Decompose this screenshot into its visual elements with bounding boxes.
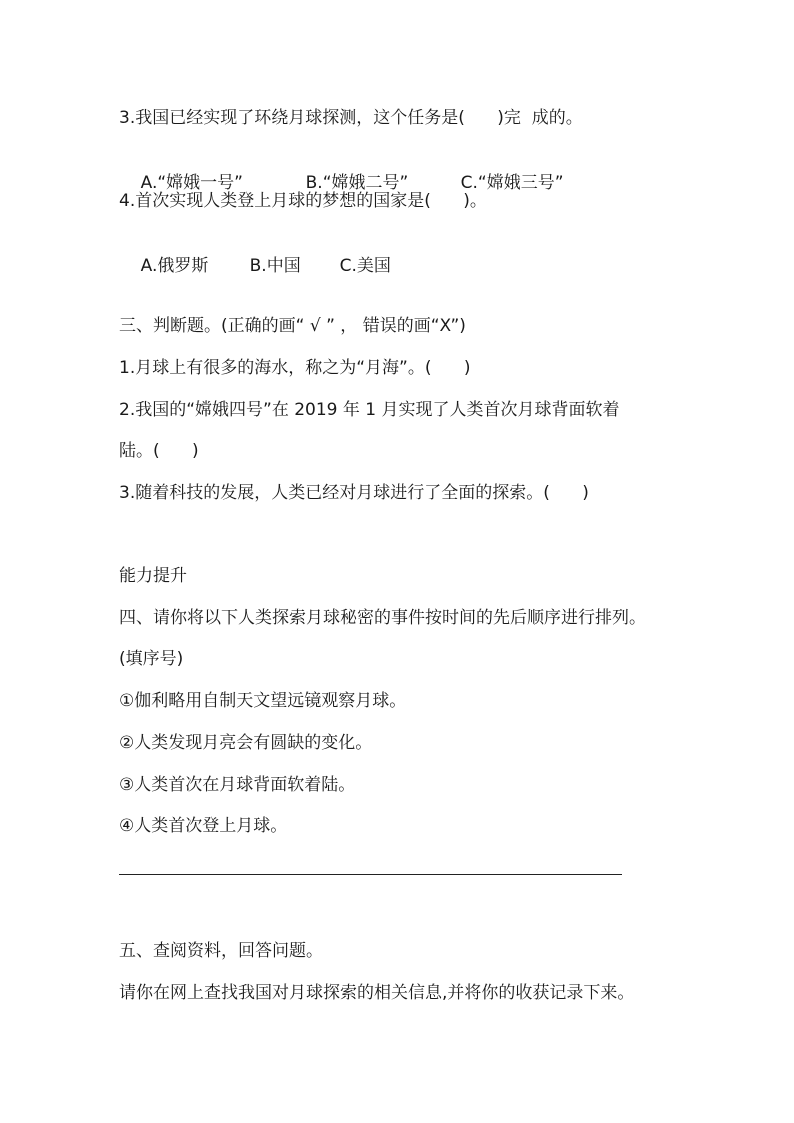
option-b: B.中国 [249,256,301,276]
section-3-heading: 三、判断题。(正确的画“ √ ” ， 错误的画“X”) [119,316,466,336]
event-item: ②人类发现月亮会有圆缺的变化。 [119,733,373,753]
tf-question-3: 3.随着科技的发展，人类已经对月球进行了全面的探索。( ) [119,483,589,503]
option-b: B.“嫦娥二号” [305,173,409,193]
answer-blank-line[interactable] [119,874,622,875]
event-item: ③人类首次在月球背面软着陆。 [119,775,356,795]
section-4-heading-line-2: (填序号) [119,649,184,669]
section-5-heading: 五、查阅资料，回答问题。 [119,941,323,961]
section-5-prompt: 请你在网上查找我国对月球探索的相关信息,并将你的收获记录下来。 [119,983,635,1003]
ability-label: 能力提升 [119,566,187,586]
tf-question-2-line-2: 陆。( ) [119,441,199,461]
event-item: ④人类首次登上月球。 [119,816,288,836]
question-3-text: 3.我国已经实现了环绕月球探测，这个任务是( )完 成的。 [119,108,583,128]
event-item: ①伽利略用自制天文望远镜观察月球。 [119,691,407,711]
question-4-text: 4.首次实现人类登上月球的梦想的国家是( )。 [119,191,487,211]
option-a: A.“嫦娥一号” [140,173,243,193]
option-c: C.“嫦娥三号” [460,173,564,193]
option-c: C.美国 [339,256,391,276]
section-4-heading-line-1: 四、请你将以下人类探索月球秘密的事件按时间的先后顺序进行排列。 [119,608,646,628]
question-4-options [119,230,391,302]
option-a: A.俄罗斯 [140,256,209,276]
tf-question-1: 1.月球上有很多的海水，称之为“月海”。( ) [119,358,471,378]
tf-question-2-line-1: 2.我国的“嫦娥四号”在 2019 年 1 月实现了人类首次月球背面软着 [119,400,620,420]
